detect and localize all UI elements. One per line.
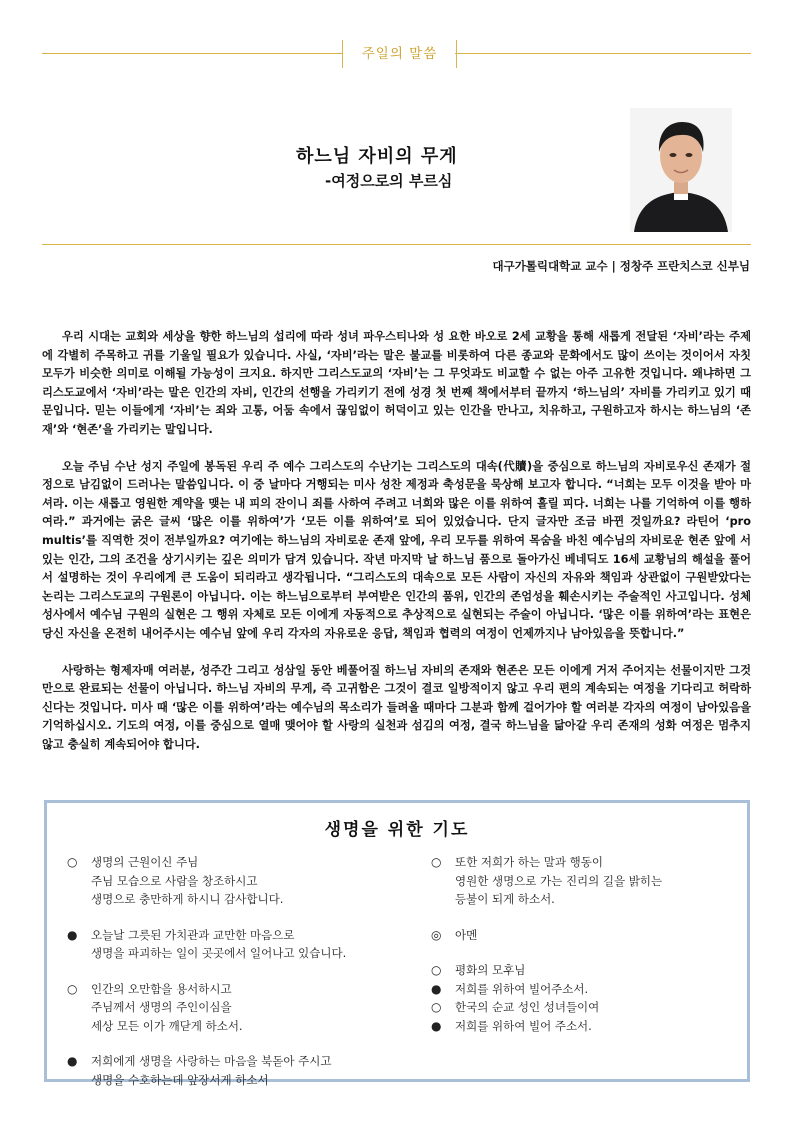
filled-circle-icon: ● [67, 927, 78, 942]
article-title: 하느님 자비의 무게 [296, 146, 458, 167]
article-subtitle: -여정으로의 부르심 [325, 172, 453, 190]
prayer-line: 생명의 근원이신 주님 [91, 855, 199, 869]
priest-portrait-icon [630, 108, 732, 232]
prayer-stanza [431, 926, 741, 945]
hollow-circle-icon: ○ [431, 1000, 442, 1014]
prayer-line: 생명을 파괴하는 일이 곳곳에서 일어나고 있습니다. [91, 946, 347, 960]
double-circle-icon: ◎ [431, 927, 442, 942]
paragraph: 사랑하는 형제자매 여러분, 성주간 그리고 성삼일 동안 베풀어질 하느님 자비의 존재와 현존은 모든 이에게 거저 주어지는 선물이지만 그것만으로 완료되는 선물이 아닙니다. 하느님 자비의 무게, 즉 고귀함은 그것이 결코 일방적이지 않고 우리 편의 계속되는 여정을 기다리고 허락하신다는 것입니다. 미사 때 ‘많은 이를 위하여’라는 예수님의 목소리가 들려올 때마다 그분과 함께 걸어가야 할 여러분 각자의 여정이 남아있음을 기억하십시오. 기도의 여정, 이를 중심으로 열매 맺어야 할 사랑의 실천과 섬김의 여정, 결국 하느님을 닮아갈 우리 존재의 성화 여정은 멈추지 않고 충실히 계속되어야 합니다. [42, 663, 751, 751]
prayer-stanza [67, 853, 427, 909]
article-body [42, 328, 751, 772]
prayer-stanza [431, 961, 741, 980]
prayer-line: 주님 모습으로 사람을 창조하시고 [91, 873, 258, 888]
prayer-stanza [67, 1052, 427, 1089]
section-label: 주일의 말씀 [342, 40, 457, 68]
prayer-line: 또한 저희가 하는 말과 행동이 [455, 855, 603, 869]
prayer-line: 오늘날 그릇된 가치관과 교만한 마음으로 [91, 927, 295, 942]
hollow-circle-icon: ○ [431, 855, 442, 869]
prayer-line: 저희에게 생명을 사랑하는 마음을 북돋아 주시고 [91, 1054, 332, 1068]
prayer-line: 아멘 [455, 927, 478, 942]
filled-circle-icon: ● [67, 1054, 78, 1068]
prayer-stanza [431, 980, 741, 999]
prayer-stanza [431, 998, 741, 1017]
paragraph: 오늘 주님 수난 성지 주일에 봉독된 우리 주 예수 그리스도의 수난기는 그리스도의 대속(代贖)을 중심으로 하느님의 자비로우신 존재가 절정으로 남김없이 드러나는 말씀입니다. 이 중 날마다 거행되는 미사 성찬 제정과 축성문을 묵상해 보고자 합니다. “너희는 모두 이것을 받아 마셔라. 이는 새롭고 영원한 계약을 맺는 내 피의 잔이니 죄를 사하여 주려고 너희와 많은 이를 위하여 흘릴 피다. 너희는 나를 기억하여 이를 행하여라.” 과거에는 굵은 글씨 ‘많은 이를 위하여’가 ‘모든 이를 위하여’로 되어 있었습니다. 단지 글자만 조금 바뀐 것일까요? 라틴어 ‘pro multis’를 직역한 것이 전부일까요? 여기에는 하느님의 자비로운 존재 앞에, 우리 모두를 위하여 목숨을 바친 예수님의 자비로운 현존 앞에 서 있는 인간, 그의 조건을 상기시키는 깊은 의미가 담겨 있습니다. 작년 마지막 날 하느님 품으로 돌아가신 베네딕도 16세 교황님의 해설을 풀어서 설명하는 것이 우리에게 큰 도움이 되리라고 생각됩니다. “그리스도의 대속으로 모든 사람이 자신의 자유와 책임과 상관없이 구원받았다는 논리는 그리스도교의 구원론이 아닙니다. 이는 하느님으로부터 부여받은 인간의 품위, 인간의 존엄성을 훼손시키는 주술적인 사고입니다. 성체성사에서 예수님 구원의 실현은 그 행위 자체로 모든 이에게 자동적으로 추상적으로 실현되는 주술이 아닙니다. ‘많은 이를 위하여’라는 표현은 당신 자신을 온전히 내어주시는 예수님 앞에 우리 각자의 자유로운 응답, 책임과 협력의 여정이 언제까지나 남아있음을 뜻합니다.” [42, 459, 751, 640]
prayer-line: 인간의 오만함을 용서하시고 [91, 981, 232, 996]
prayer-line: 영원한 생명으로 가는 진리의 길을 밝히는 [455, 873, 663, 888]
prayer-line: 한국의 순교 성인 성녀들이여 [455, 1000, 600, 1014]
author-portrait [630, 108, 732, 232]
header-rule-left [42, 53, 342, 54]
prayer-stanza [67, 926, 427, 963]
prayer-line: 저희를 위하여 빌어 주소서. [455, 1018, 592, 1033]
prayer-box [44, 800, 750, 1087]
prayer-stanza [431, 1017, 741, 1036]
paragraph: 우리 시대는 교회와 세상을 향한 하느님의 섭리에 따라 성녀 파우스티나와 성 요한 바오로 2세 교황을 통해 새롭게 전달된 ‘자비’라는 주제에 각별히 주목하고 귀를 기울일 필요가 있습니다. 사실, ‘자비’라는 말은 불교를 비롯하여 다른 종교와 문화에서도 많이 쓰이는 것이어서 자칫 모두가 비슷한 의미로 이해될 가능성이 크지요. 하지만 그리스도교의 ‘자비’는 그 무엇과도 비교할 수 없는 아주 고유한 것입니다. 왜냐하면 그리스도교에서 ‘자비’라는 말은 인간의 자비, 인간의 선행을 가리키기 전에 성경 첫 번째 책에서부터 끝까지 ‘하느님의’ 자비를 가리키고 있기 때문입니다. 믿는 이들에게 ‘자비’는 죄와 고통, 어둠 속에서 끊임없이 허덕이고 있는 인간을 만나고, 치유하고, 구원하고자 하시는 하느님의 ‘존재’와 ‘현존’을 가리키는 말입니다. [42, 330, 751, 436]
hollow-circle-icon: ○ [67, 981, 78, 996]
prayer-stanza [431, 853, 741, 909]
filled-circle-icon: ● [431, 1018, 442, 1033]
prayer-line: 저희를 위하여 빌어주소서. [455, 981, 589, 996]
prayer-line: 세상 모든 이가 깨닫게 하소서. [91, 1018, 243, 1033]
divider-rule [42, 244, 751, 245]
prayer-line: 생명을 수호하는데 앞장서게 하소서 [91, 1072, 269, 1087]
prayer-line: 등불이 되게 하소서. [455, 892, 555, 906]
filled-circle-icon: ● [431, 981, 442, 996]
prayer-line: 주님께서 생명의 주인이심을 [91, 1000, 232, 1014]
prayer-column-right [431, 853, 741, 1035]
prayer-title: 생명을 위한 기도 [324, 820, 470, 840]
hollow-circle-icon: ○ [431, 963, 442, 977]
prayer-stanza [67, 980, 427, 1036]
prayer-line: 평화의 모후님 [455, 963, 526, 977]
hollow-circle-icon: ○ [67, 855, 78, 869]
prayer-column-left [67, 853, 427, 1106]
prayer-line: 생명으로 충만하게 하시니 감사합니다. [91, 892, 284, 906]
header-rule-right [455, 53, 751, 54]
author-line: 대구가톨릭대학교 교수 | 정창주 프란치스코 신부님 [492, 259, 750, 273]
